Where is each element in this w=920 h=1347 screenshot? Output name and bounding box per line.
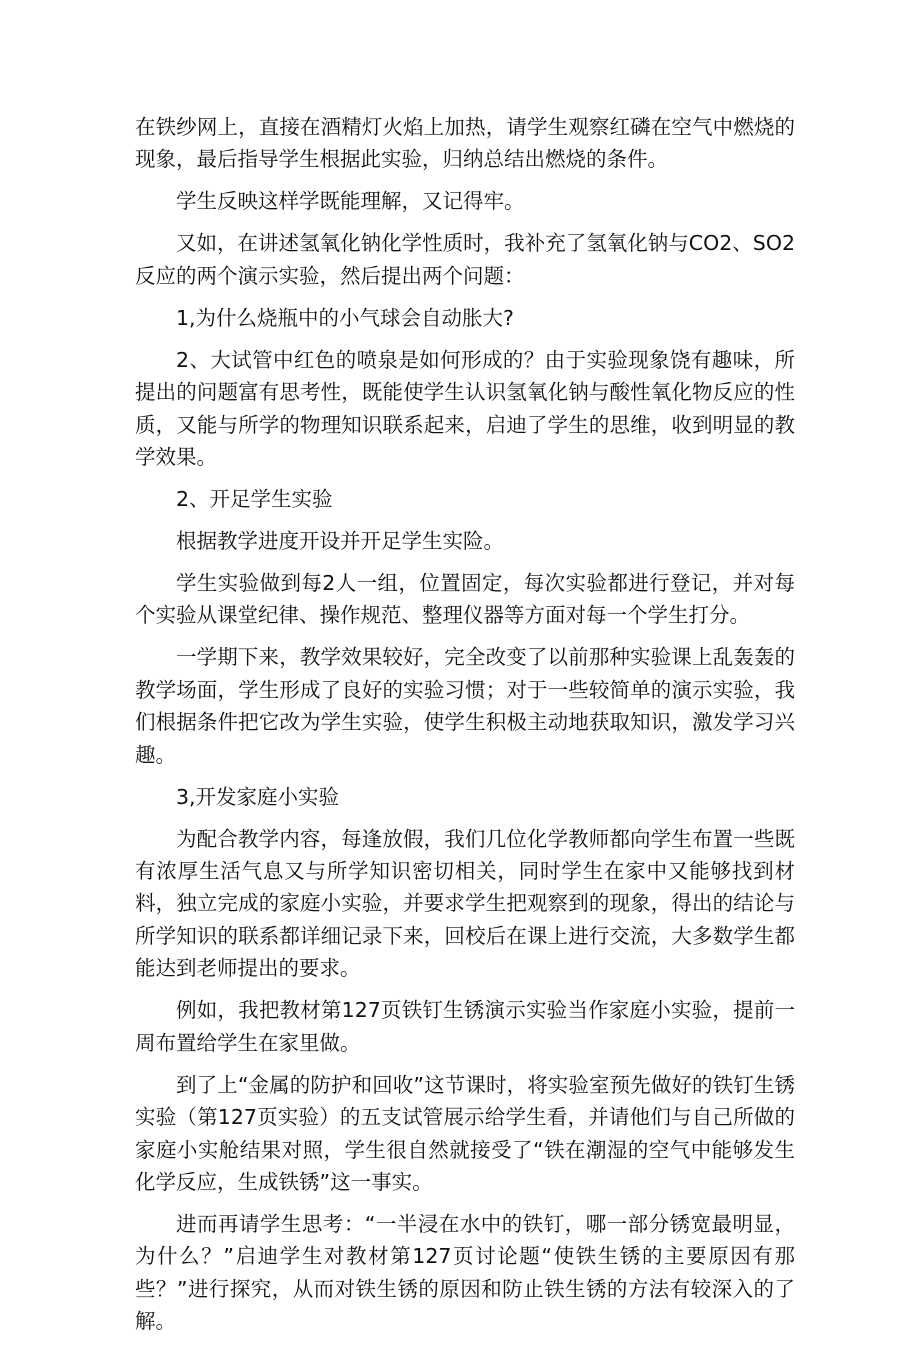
section-heading-2: 2、开足学生实验 (176, 487, 333, 512)
paragraph-7: 根据教学进度开设并开足学生实险。 (176, 529, 504, 554)
paragraph-5: 2、大试管中红色的喷泉是如何形成的？由于实验现象饶有趣味，所提出的问题富有思考性，既能使学生认识氢氧化钠与酸性氧化物反应的性质，又能与所学的物理知识联系起来，启迪了学生的思维，收到明显的教学效果。 (135, 347, 795, 470)
paragraph-2: 学生反映这样学既能理解，又记得牢。 (176, 189, 525, 214)
paragraph-8: 学生实验做到每2人一组，位置固定，每次实验都进行登记，并对每个实验从课堂纪律、操作规范、整理仪器等方面对每一个学生打分。 (135, 571, 795, 628)
paragraph-14: 进而再请学生思考：“一半浸在水中的铁钉，哪一部分锈宽最明显，为什么？”启迪学生对教材第127页讨论题“使铁生锈的主要原因有那些？”进行探究，从而对铁生锈的原因和防止铁生锈的方法有较深入的了解。 (135, 1211, 795, 1334)
paragraph-3: 又如，在讲述氢氧化钠化学性质时，我补充了氢氧化钠与CO2、SO2反应的两个演示实验，然后提出两个问题： (135, 231, 795, 288)
section-heading-3: 3,开发家庭小实验 (176, 784, 340, 809)
document-body (135, 111, 795, 1347)
paragraph-11: 为配合教学内容，每逢放假，我们几位化学教师都向学生布置一些既有浓厚生活气息又与所学知识密切相关，同时学生在家中又能够找到材料，独立完成的家庭小实验，并要求学生把观察到的现象，得出的结论与所学知识的联系都详细记录下来，回校后在课上进行交流，大多数学生都能达到老师提出的要求。 (135, 826, 795, 981)
paragraph-13: 到了上“金属的防护和回收”这节课时，将实验室预先做好的铁钉生锈实验（第127页实验）的五支试管展示给学生看，并请他们与自己所做的家庭小实舱结果对照，学生很自然就接受了“铁在潮湿的空气中能够发生化学反应，生成铁锈”这一事实。 (135, 1072, 795, 1194)
paragraph-9: 一学期下来，教学效果较好，完全改变了以前那种实验课上乱轰轰的教学场面，学生形成了良好的实验习惯；对于一些较简单的演示实验，我们根据条件把它改为学生实验，使学生积极主动地获取知识，激发学习兴趣。 (135, 645, 795, 767)
paragraph-4: 1,为什么烧瓶中的小气球会自动胀大? (176, 305, 514, 330)
paragraph-1: 在铁纱网上，直接在酒精灯火焰上加热，请学生观察红磷在空气中燃烧的现象，最后指导学生根据此实验，归纳总结出燃烧的条件。 (135, 115, 795, 172)
paragraph-12: 例如，我把教材第127页铁钉生锈演示实验当作家庭小实验，提前一周布置给学生在家里做。 (135, 998, 795, 1055)
